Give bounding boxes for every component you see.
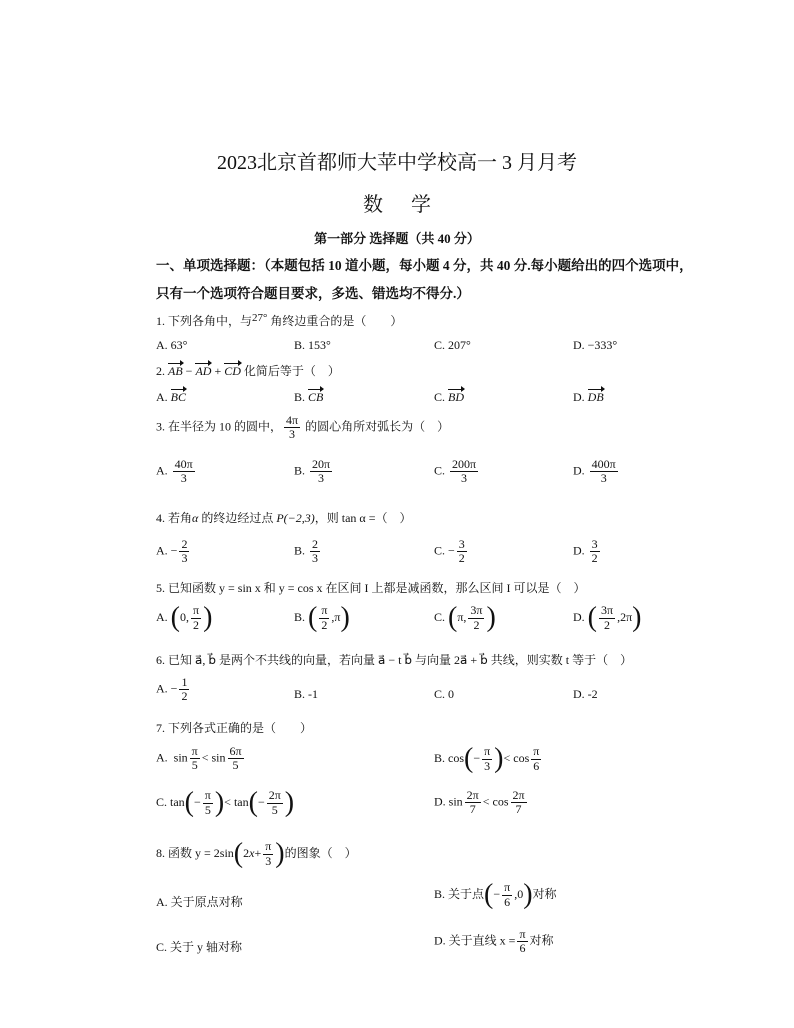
question-4-option-c: C. − $\frac{3}{2}$ — [434, 537, 465, 566]
question-8-stem: 8. 函数 y = 2sin(2x+ $\frac{\pi}{3}$ )的图象（ ） — [156, 838, 357, 869]
subject-title: 数学 — [363, 194, 459, 216]
question-4-option-b: B. $\frac{2}{3}$ — [294, 537, 319, 566]
part-heading: 第一部分 选择题（共 40 分） — [314, 231, 480, 246]
question-5-option-b: B. ( $\frac{\pi}{2}$ ,π) — [294, 602, 350, 633]
question-3-option-b: B. $\frac{20\pi}{3}$ — [294, 457, 331, 486]
question-6-option-c: C. 0 — [434, 687, 455, 701]
question-2-option-c: C. BD — [434, 390, 465, 404]
question-7-option-d: D. sin $\frac{2\pi}{7}$ < cos $\frac{2\pi}{7}$ — [434, 788, 525, 817]
question-7-stem: 7. 下列各式正确的是（ ） — [156, 721, 313, 735]
question-5-stem: 5. 已知函数 y = sin x 和 y = cos x 在区间 I 上都是减函数，那么区间 I 可以是（ ） — [156, 581, 586, 595]
question-4-option-a: A. − $\frac{2}{3}$ — [156, 537, 188, 566]
question-4-stem: 4. 若角α 的终边经过点 P(−2,3)，则 tan α =（ ） — [156, 511, 412, 525]
page-title: 2023北京首都师大苹中学校高一 3 月月考 — [217, 152, 577, 174]
question-8-option-a: A. 关于原点对称 — [156, 895, 243, 909]
question-4-option-d: D. $\frac{3}{2}$ — [573, 537, 598, 566]
question-2-option-b: B. CB — [294, 390, 324, 404]
question-7-option-a: A. sin $\frac{\pi}{5}$ < sin $\frac{6\pi}{5}$ — [156, 744, 242, 773]
question-6-stem: 6. 已知 a⃗, b⃗ 是两个不共线的向量，若向量 a⃗ − t b⃗ 与向量 2a⃗ + b⃗ 共线，则实数 t 等于（ ） — [156, 653, 633, 667]
question-3-option-d: D. $\frac{400\pi}{3}$ — [573, 457, 616, 486]
question-1-option-b: B. 153° — [294, 338, 331, 352]
question-2-stem: 2. AB − AD + CD 化简后等于（ ） — [156, 364, 340, 378]
question-1-option-d: D. −333° — [573, 338, 618, 352]
question-8-option-c: C. 关于 y 轴对称 — [156, 940, 243, 954]
question-5-option-a: A. (0, $\frac{\pi}{2}$ ) — [156, 602, 213, 633]
question-3-option-c: C. $\frac{200\pi}{3}$ — [434, 457, 477, 486]
question-2-option-a: A. BC — [156, 390, 187, 404]
question-6-option-b: B. -1 — [294, 687, 318, 701]
question-1-option-c: C. 207° — [434, 338, 471, 352]
question-3-stem: 3. 在半径为 10 的圆中， $\frac{4\pi}{3}$ 的圆心角所对弧长为（ ） — [156, 413, 450, 442]
question-1-option-a: A. 63° — [156, 338, 188, 352]
question-5-option-c: C. (π, $\frac{3\pi}{2}$ ) — [434, 602, 496, 633]
section-instructions-line1: 一、单项选择题：（本题包括 10 道小题，每小题 4 分，共 40 分.每小题给出的四个选项中， — [156, 258, 693, 273]
question-2-option-d: D. DB — [573, 390, 604, 404]
fraction: $\frac{4\pi}{3}$ — [286, 413, 299, 442]
question-8-option-b: B. 关于点(− $\frac{\pi}{6}$ ,0)对称 — [434, 879, 557, 910]
section-instructions-line2: 只有一个选项符合题目要求，多选、错选均不得分.） — [156, 286, 470, 301]
question-6-option-a: A. − $\frac{1}{2}$ — [156, 675, 188, 704]
question-7-option-b: B. cos(− $\frac{\pi}{3}$ )< cos $\frac{\pi}{6}$ — [434, 743, 540, 774]
question-3-option-a: A. $\frac{40\pi}{3}$ — [156, 457, 193, 486]
question-8-option-d: D. 关于直线 x = $\frac{\pi}{6}$ 对称 — [434, 927, 554, 956]
question-7-option-c: C. tan(− $\frac{\pi}{5}$ )< tan(− $\frac{2\pi}{5}$ ) — [156, 787, 295, 818]
question-6-option-d: D. -2 — [573, 687, 598, 701]
question-5-option-d: D. ( $\frac{3\pi}{2}$ ,2π) — [573, 602, 642, 633]
question-1-stem: 1. 下列各角中，与$^{27^\circ}$ 角终边重合的是（ ） — [156, 312, 403, 328]
